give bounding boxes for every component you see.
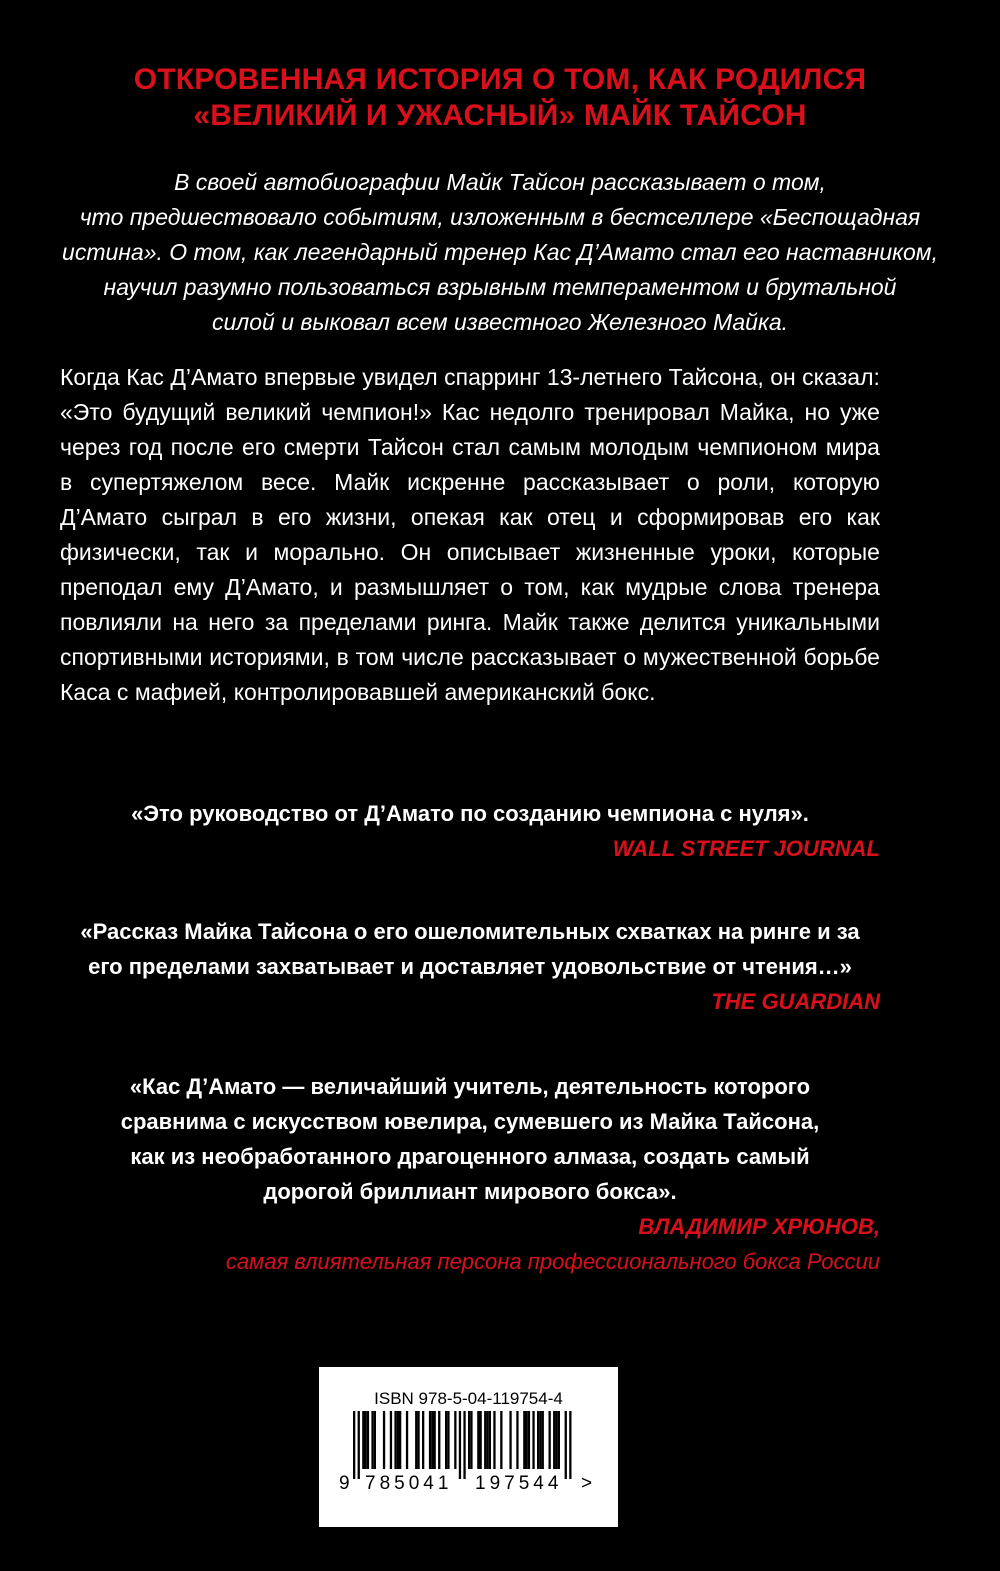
headline (60, 62, 940, 134)
barcode-bar (532, 1411, 534, 1469)
barcode-bar (549, 1411, 551, 1469)
body-word: после (170, 434, 234, 460)
body-word: супертяжелом (89, 469, 244, 495)
quote-line: его пределами захватывает и доставляет удовольствие от чтения…» (88, 954, 852, 979)
body-word: как (846, 504, 880, 530)
barcode-lead-digit: 9 (339, 1473, 350, 1494)
body-word: спарринг (444, 364, 541, 390)
body-word: контролировавшей (233, 679, 439, 705)
barcode-bar (367, 1411, 369, 1469)
quote-wsj (60, 796, 880, 866)
body-line (60, 465, 880, 500)
barcode-bar (438, 1411, 440, 1469)
body-word: мира (825, 434, 880, 460)
barcode-bar (489, 1411, 491, 1469)
barcode-bar (542, 1411, 544, 1469)
body-line (60, 360, 880, 395)
isbn-label: ISBN 978-5-04-119754-4 (374, 1389, 563, 1408)
barcode-bar (500, 1411, 502, 1469)
headline-line-2: «ВЕЛИКИЙ И УЖАСНЫЙ» МАЙК ТАЙСОН (193, 99, 807, 132)
body-word: историями, (209, 644, 330, 670)
barcode-bar (415, 1411, 417, 1469)
body-word: о (500, 574, 514, 600)
body-word: Майка, (719, 399, 795, 425)
body-word: рассказывает (523, 469, 670, 495)
barcode-bar (353, 1411, 355, 1479)
barcode-bar (484, 1411, 486, 1469)
headline-line-1: ОТКРОВЕННАЯ ИСТОРИЯ О ТОМ, КАК РОДИЛСЯ (133, 63, 867, 96)
body-line (60, 395, 880, 430)
barcode-bar (447, 1411, 449, 1469)
body-word: которые (792, 539, 880, 565)
body-word: о (623, 644, 637, 670)
body-word: сформировав (637, 504, 785, 530)
body-word: Майк (334, 469, 390, 495)
body-word: Когда (60, 364, 120, 390)
barcode-bar (553, 1411, 555, 1469)
barcode-bar (454, 1411, 456, 1469)
barcode-bar (417, 1411, 419, 1469)
body-word: в (251, 504, 264, 530)
body-word: тренировал (584, 399, 710, 425)
quote-guardian (60, 914, 880, 1019)
body-word: его (241, 434, 276, 460)
body-word: как (580, 574, 615, 600)
body-word: и (609, 504, 623, 530)
body-word: уникальными (736, 609, 880, 635)
body-word: борьбе (803, 644, 880, 670)
intro-line: научил разумно пользоваться взрывным темпераментом и брутальной (103, 274, 897, 300)
body-word: также (568, 609, 630, 635)
body-word: и (329, 574, 343, 600)
body-word: Кас (441, 399, 480, 425)
quote-line: «Это руководство от Д’Амато по созданию чемпиона с нуля». (131, 801, 809, 826)
barcode-bar (406, 1411, 408, 1469)
body-word: которую (792, 469, 880, 495)
body-word: мудрые (625, 574, 708, 600)
barcode-bar (526, 1411, 528, 1469)
barcode-bar (362, 1411, 364, 1469)
intro-paragraph (40, 165, 960, 340)
intro-line: силой и выковал всем известного Железного Майка. (211, 309, 789, 335)
barcode-bar (528, 1411, 530, 1469)
barcode-bar (383, 1411, 385, 1469)
quote-source-title: самая влиятельная персона профессионального бокса России (225, 1249, 880, 1274)
barcode-bar (480, 1411, 482, 1469)
barcode-bar (493, 1411, 495, 1469)
body-word: Д’Амато, (225, 574, 319, 600)
body-line (60, 535, 880, 570)
body-word: смерти (283, 434, 360, 460)
body-word: его (277, 504, 312, 530)
barcode-bar (558, 1411, 560, 1469)
barcode-bar (371, 1411, 373, 1469)
body-word: физически, (60, 539, 181, 565)
body-word: «Это (60, 399, 113, 425)
body-word: жизни, (325, 504, 397, 530)
body-word: мужественной (642, 644, 797, 670)
body-word: на (172, 609, 198, 635)
barcode-bar (397, 1411, 399, 1469)
body-word: уроки, (710, 539, 777, 565)
barcode-bar (399, 1411, 401, 1469)
barcode-bar (390, 1411, 392, 1469)
barcode-bar (555, 1411, 557, 1469)
body-word: отец (546, 504, 596, 530)
body-word: но (804, 399, 831, 425)
barcode-bar (539, 1411, 541, 1469)
body-word: стал (452, 434, 501, 460)
body-line (60, 640, 880, 675)
body-word: 13-летнего (546, 364, 663, 390)
body-word: с (116, 679, 129, 705)
body-word: как (499, 504, 533, 530)
quote-line: «Рассказ Майка Тайсона о его ошеломительных схватках на ринге и за (80, 919, 860, 944)
body-word: Д’Амато (60, 504, 148, 530)
barcode-bar (569, 1411, 571, 1479)
barcode-bar (429, 1411, 431, 1469)
barcode (349, 1411, 589, 1479)
body-word: рассказывает (470, 644, 617, 670)
body-word: бокс. (601, 679, 656, 705)
body-word: год (128, 434, 163, 460)
quote-line: «Кас Д’Амато — величайший учитель, деятельность которого (129, 1074, 811, 1099)
body-word: роли, (717, 469, 776, 495)
quote-khryunov (60, 1069, 880, 1279)
intro-line: В своей автобиографии Майк Тайсон рассказывает о том, (174, 169, 826, 195)
body-word: описывает (446, 539, 561, 565)
body-word: Кас (126, 364, 164, 390)
body-word: самым (508, 434, 581, 460)
body-word: него (208, 609, 255, 635)
quote-line: дорогой бриллиант мирового бокса». (263, 1179, 677, 1204)
body-word: так (196, 539, 230, 565)
body-word: чемпионом (697, 434, 818, 460)
barcode-bar (509, 1411, 511, 1469)
body-word: и (245, 539, 258, 565)
body-word: весе. (260, 469, 317, 495)
body-word: увидел (362, 364, 438, 390)
body-line (60, 430, 880, 465)
body-word: морально. (273, 539, 386, 565)
barcode-bar (477, 1411, 479, 1469)
body-line (60, 675, 880, 710)
body-word: Тайсона, (668, 364, 764, 390)
barcode-bar (431, 1411, 433, 1469)
body-word: чемпион!» (321, 399, 432, 425)
body-word: будущий (122, 399, 216, 425)
body-word: делится (639, 609, 726, 635)
body-word: через (60, 434, 121, 460)
quote-line: как из необработанного драгоценного алмаза, создать самый (130, 1144, 810, 1169)
body-word: сказал: (802, 364, 880, 390)
body-word: слова (718, 574, 782, 600)
body-word: мафией, (134, 679, 228, 705)
body-word: впервые (263, 364, 356, 390)
body-word: Тайсон (367, 434, 444, 460)
body-word: он (770, 364, 796, 390)
body-word: сыграл (161, 504, 238, 530)
intro-line: истина». О том, как легендарный тренер Кас Д’Амато стал его наставником, (62, 239, 938, 265)
body-word: Каса (60, 679, 111, 705)
barcode-bar (565, 1411, 567, 1479)
barcode-bar (523, 1411, 525, 1469)
body-word: в (60, 469, 73, 495)
body-word: повлияли (60, 609, 162, 635)
barcode-panel (319, 1367, 618, 1527)
barcode-bar (434, 1411, 436, 1469)
barcode-bar (365, 1411, 367, 1469)
barcode-bar (537, 1411, 539, 1469)
body-word: Д’Амато (170, 364, 258, 390)
body-word: числе (401, 644, 464, 670)
body-word: молодым (589, 434, 690, 460)
body-word: его (798, 504, 833, 530)
barcode-left-group: 785041 (365, 1473, 453, 1494)
body-word: ему (173, 574, 214, 600)
quote-source: THE GUARDIAN (711, 989, 880, 1014)
body-word: том (355, 644, 395, 670)
barcode-bar (463, 1411, 465, 1479)
body-word: уже (840, 399, 880, 425)
body-word: том, (524, 574, 570, 600)
barcode-digits (319, 1473, 618, 1497)
body-word: в (336, 644, 349, 670)
body-word: великий (225, 399, 312, 425)
barcode-bar (470, 1411, 472, 1469)
barcode-bar (486, 1411, 488, 1469)
body-word: Майк (502, 609, 558, 635)
body-word: за (264, 609, 289, 635)
intro-line: что предшествовало событиям, изложенным в бестселлере «Беспощадная (79, 204, 921, 230)
body-word: преподал (60, 574, 163, 600)
body-word: Он (400, 539, 432, 565)
body-word: спортивными (60, 644, 203, 670)
barcode-bar (358, 1411, 360, 1479)
body-word: опекая (410, 504, 485, 530)
body-line (60, 605, 880, 640)
body-paragraph (60, 360, 880, 710)
body-word: пределами (298, 609, 417, 635)
body-word: американский (444, 679, 595, 705)
body-line (60, 570, 880, 605)
barcode-bar (374, 1411, 376, 1469)
quote-source: WALL STREET JOURNAL (612, 836, 880, 861)
body-line (60, 500, 880, 535)
barcode-bar (468, 1411, 470, 1469)
barcode-right-group: 197544 (475, 1473, 563, 1494)
body-word: жизненные (575, 539, 695, 565)
barcode-bar (516, 1411, 518, 1469)
barcode-end-mark: > (581, 1473, 593, 1494)
barcode-bar (459, 1411, 461, 1479)
body-word: ринга. (426, 609, 493, 635)
quote-source: ВЛАДИМИР ХРЮНОВ, (638, 1214, 880, 1239)
barcode-bar (445, 1411, 447, 1469)
body-word: недолго (489, 399, 575, 425)
body-word: искренне (407, 469, 506, 495)
barcode-bar (394, 1411, 396, 1469)
body-word: о (686, 469, 700, 495)
body-word: тренера (792, 574, 880, 600)
barcode-bar (422, 1411, 424, 1469)
quote-line: сравнима с искусством ювелира, сумевшего из Майка Тайсона, (120, 1109, 820, 1134)
body-word: размышляет (353, 574, 490, 600)
